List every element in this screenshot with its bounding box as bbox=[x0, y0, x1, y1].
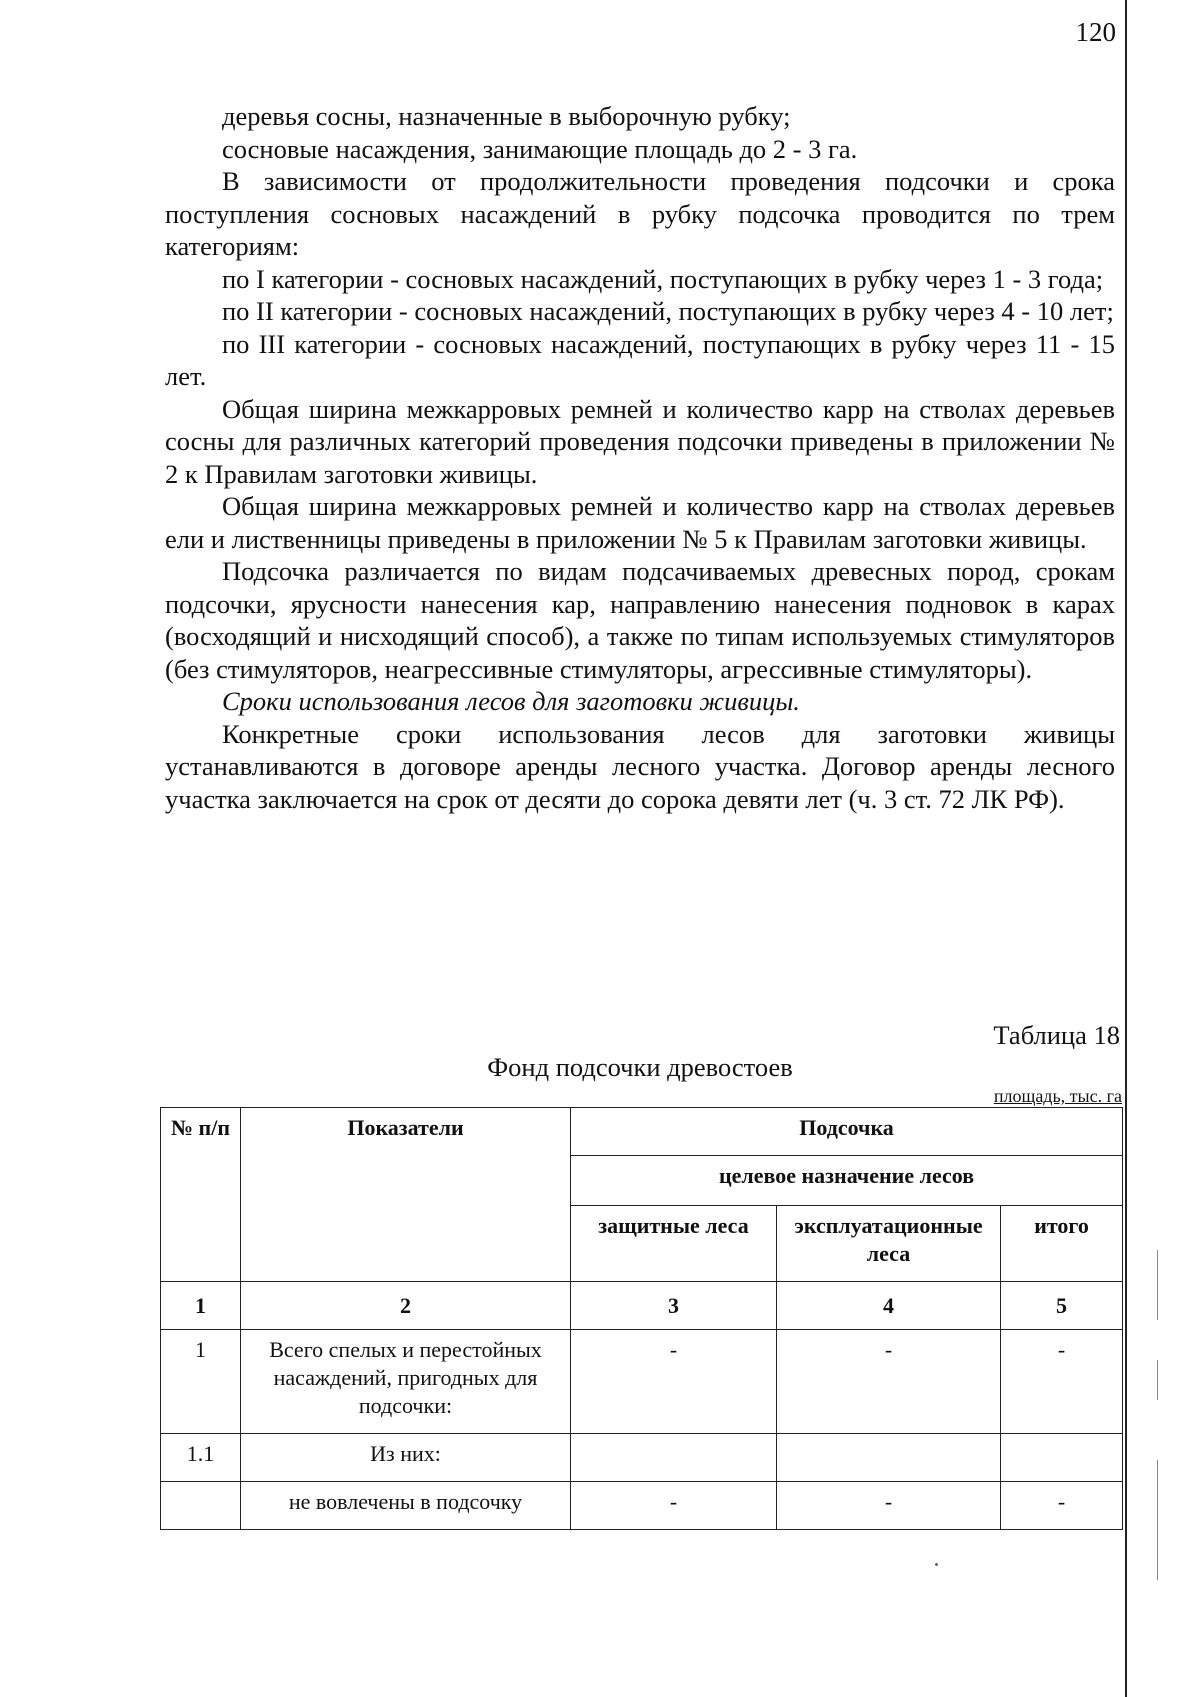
row-indicator: Из них: bbox=[241, 1434, 571, 1482]
paragraph: Общая ширина межкарровых ремней и количество карр на стволах деревьев сосны для различных категорий проведения подсочки приведены в приложении № 2 к Правилам заготовки живицы. bbox=[165, 393, 1115, 489]
table-units: площадь, тыс. га bbox=[993, 1086, 1122, 1106]
paragraph: по I категории - сосновых насаждений, поступающих в рубку через 1 - 3 года; bbox=[222, 263, 1104, 294]
row-exploitation: - bbox=[777, 1330, 1001, 1434]
row-num: 1.1 bbox=[161, 1434, 241, 1482]
row-indicator: Всего спелых и перестойных насаждений, пригодных для подсочки: bbox=[241, 1330, 571, 1434]
header-tapping: Подсочка bbox=[571, 1108, 1123, 1156]
paragraph: сосновые насаждения, занимающие площадь до 2 - 3 га. bbox=[222, 133, 858, 164]
paragraph: В зависимости от продолжительности проведения подсочки и срока поступления сосновых насаждений в рубку подсочка проводится по трем категориям: bbox=[165, 166, 1115, 261]
paragraph: деревья сосны, назначенные в выборочную рубку; bbox=[222, 101, 791, 131]
fund-table bbox=[160, 1107, 1123, 1530]
page-edge-line bbox=[1125, 0, 1127, 1697]
page-number: 120 bbox=[1075, 17, 1116, 47]
row-exploitation: - bbox=[777, 1482, 1001, 1530]
paragraph: по III категории - сосновых насаждений, поступающих в рубку через 11 - 15 лет. bbox=[165, 328, 1115, 391]
body-text bbox=[165, 100, 1115, 815]
header-protective: защитные леса bbox=[571, 1206, 777, 1282]
header-num: № п/п bbox=[161, 1108, 241, 1282]
row-total bbox=[1001, 1434, 1123, 1482]
column-number: 3 bbox=[571, 1282, 777, 1330]
column-number: 2 bbox=[241, 1282, 571, 1330]
row-num: 1 bbox=[161, 1330, 241, 1434]
paragraph: Конкретные сроки использования лесов для заготовки живицы устанавливаются в договоре аренды лесного участка. Договор аренды лесного участка заключается на срок от десяти до сорока девяти лет (ч. 3 ст. 72 ЛК РФ). bbox=[165, 718, 1115, 814]
paragraph: Сроки использования лесов для заготовки живицы. bbox=[222, 686, 800, 716]
scan-speck bbox=[935, 1563, 938, 1566]
scan-artifact-line bbox=[1157, 1460, 1158, 1580]
paragraph: Подсочка различается по видам подсачиваемых древесных пород, срокам подсочки, ярусности нанесения кар, направлению нанесения подновок в карах (восходящий и нисходящий способ), а также по типам используемых стимуляторов (без стимуляторов, неагрессивные стимуляторы, агрессивные стимуляторы). bbox=[165, 556, 1115, 684]
row-num bbox=[161, 1482, 241, 1530]
scan-artifact-line bbox=[1157, 1250, 1158, 1320]
header-indicators: Показатели bbox=[241, 1108, 571, 1282]
column-number: 1 bbox=[161, 1282, 241, 1330]
paragraph: по II категории - сосновых насаждений, поступающих в рубку через 4 - 10 лет; bbox=[222, 296, 1114, 326]
row-protective: - bbox=[571, 1330, 777, 1434]
row-exploitation bbox=[777, 1434, 1001, 1482]
row-indicator: не вовлечены в подсочку bbox=[241, 1482, 571, 1530]
row-total: - bbox=[1001, 1482, 1123, 1530]
column-number: 4 bbox=[777, 1282, 1001, 1330]
header-exploitation: эксплуатационные леса bbox=[777, 1206, 1001, 1282]
column-number: 5 bbox=[1001, 1282, 1123, 1330]
paragraph: Общая ширина межкарровых ремней и количество карр на стволах деревьев ели и лиственницы приведены в приложении № 5 к Правилам заготовки живицы. bbox=[165, 491, 1115, 554]
header-total: итого bbox=[1001, 1206, 1123, 1282]
row-protective: - bbox=[571, 1482, 777, 1530]
header-purpose: целевое назначение лесов bbox=[571, 1156, 1123, 1206]
scan-artifact-line bbox=[1157, 1360, 1158, 1400]
table-title: Фонд подсочки древостоев bbox=[487, 1052, 793, 1082]
row-total: - bbox=[1001, 1330, 1123, 1434]
row-protective bbox=[571, 1434, 777, 1482]
table-caption: Таблица 18 bbox=[993, 1020, 1120, 1050]
